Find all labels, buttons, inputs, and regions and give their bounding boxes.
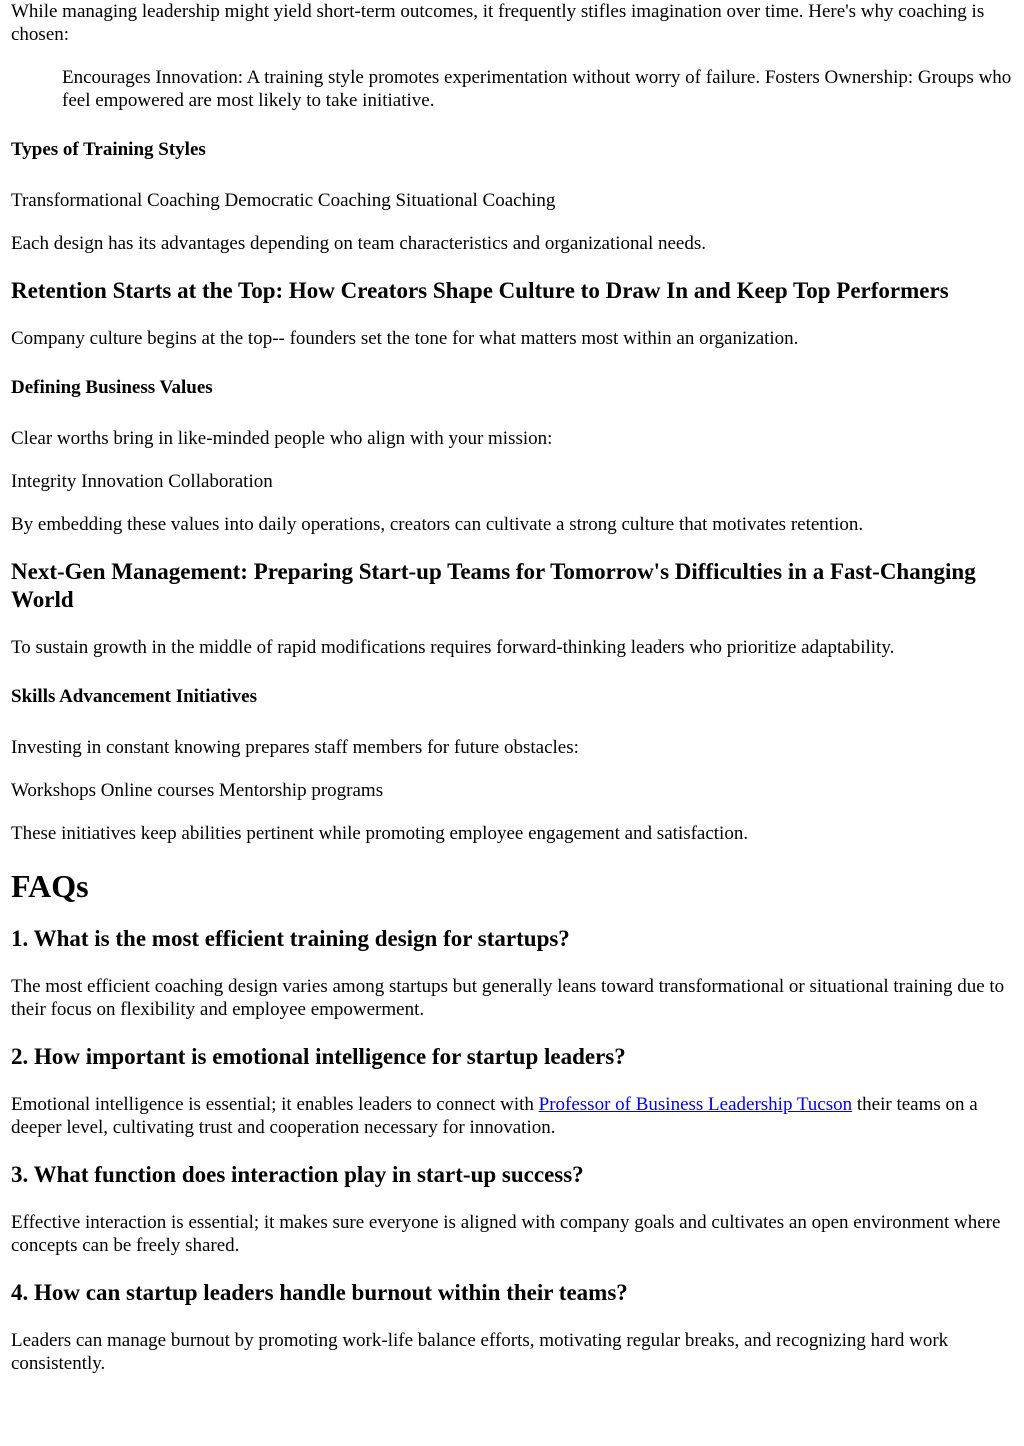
values-note: By embedding these values into daily operations, creators can cultivate a strong culture that motivates retention. — [11, 514, 864, 535]
skills-note: These initiatives keep abilities pertinent while promoting employee engagement and satisfaction. — [11, 823, 749, 844]
faq-answer-2-text-after: their teams on a deeper level, cultivating trust and cooperation necessary for innovation. — [11, 1094, 978, 1138]
types-list: Transformational Coaching Democratic Coaching Situational Coaching — [11, 190, 556, 211]
values-intro: Clear worths bring in like-minded people who align with your mission: — [11, 428, 553, 449]
faq-answer-1: The most efficient coaching design varies among startups but generally leans toward transformational or situational training due to their focus on flexibility and employee empowerment. — [11, 976, 1005, 1020]
intro-paragraph: While managing leadership might yield short-term outcomes, it frequently stifles imagination over time. Here's why coaching is chosen: — [11, 1, 985, 45]
faq-answer-4: Leaders can manage burnout by promoting work-life balance efforts, motivating regular breaks, and recognizing hard work consistently. — [11, 1330, 949, 1374]
faqs-heading: FAQs — [11, 868, 89, 904]
nextgen-paragraph: To sustain growth in the middle of rapid modifications requires forward-thinking leaders who prioritize adaptability. — [11, 637, 895, 658]
retention-heading: Retention Starts at the Top: How Creators Shape Culture to Draw In and Keep Top Performers — [11, 278, 949, 303]
faq-answer-2-text-before: Emotional intelligence is essential; it enables leaders to connect with — [11, 1094, 539, 1115]
nextgen-heading: Next-Gen Management: Preparing Start-up Teams for Tomorrow's Difficulties in a Fast-Changing World — [11, 559, 976, 612]
types-note: Each design has its advantages depending on team characteristics and organizational needs. — [11, 233, 707, 254]
benefits-blockquote: Encourages Innovation: A training style promotes experimentation without worry of failure. Fosters Ownership: Groups who feel empowered are most likely to take initiative. — [62, 67, 1012, 111]
types-heading: Types of Training Styles — [11, 139, 206, 160]
faq-question-3: 3. What function does interaction play in start-up success? — [11, 1162, 584, 1187]
faq-answer-3: Effective interaction is essential; it makes sure everyone is aligned with company goals and cultivates an open environment where concepts can be freely shared. — [11, 1212, 1001, 1256]
faq-question-4: 4. How can startup leaders handle burnout within their teams? — [11, 1280, 628, 1305]
professor-leadership-link[interactable]: Professor of Business Leadership Tucson — [538, 1094, 853, 1115]
values-list: Integrity Innovation Collaboration — [11, 471, 273, 492]
retention-paragraph: Company culture begins at the top-- founders set the tone for what matters most within an organization. — [11, 328, 799, 349]
faq-question-1: 1. What is the most efficient training design for startups? — [11, 926, 570, 951]
skills-intro: Investing in constant knowing prepares staff members for future obstacles: — [11, 737, 579, 758]
skills-list: Workshops Online courses Mentorship programs — [11, 780, 384, 801]
faq-answer-2 — [11, 1093, 1013, 1139]
skills-heading: Skills Advancement Initiatives — [11, 686, 257, 707]
faq-question-2: 2. How important is emotional intelligence for startup leaders? — [11, 1044, 626, 1069]
values-heading: Defining Business Values — [11, 377, 213, 398]
